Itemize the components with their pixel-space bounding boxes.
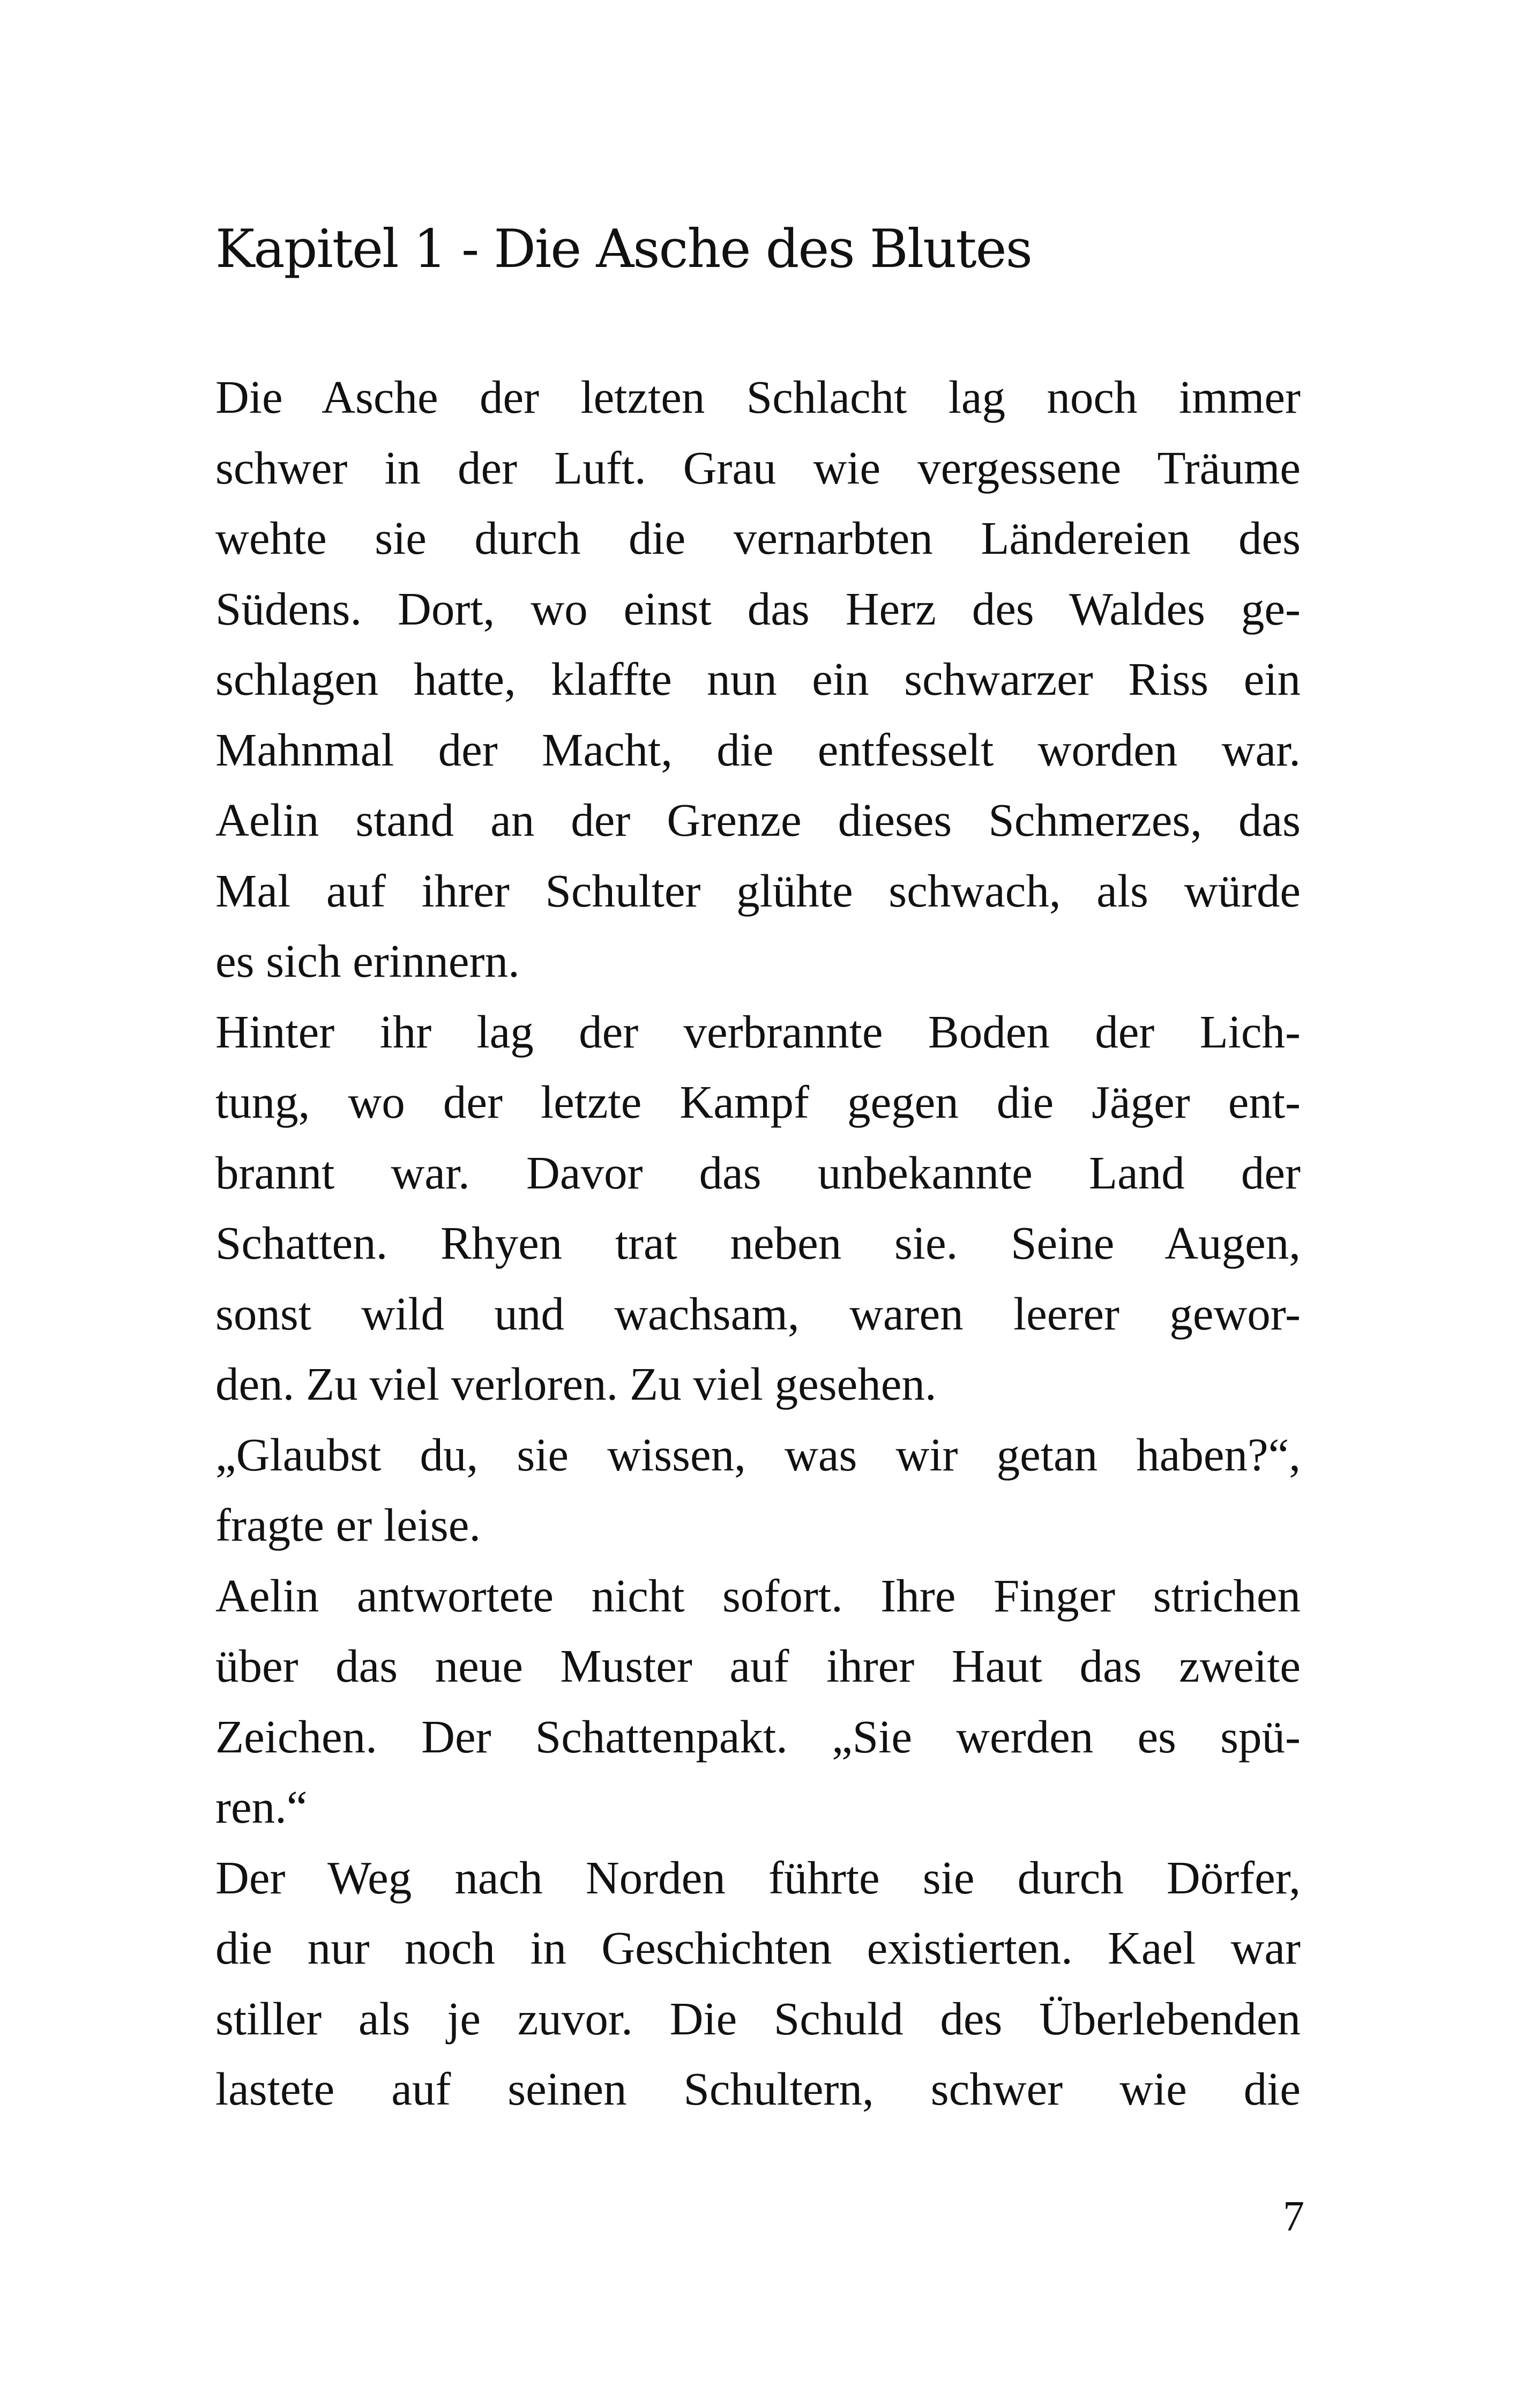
page-number: 7 — [1283, 2193, 1304, 2240]
text-line: über das neue Muster auf ihrer Haut das zweite — [215, 1640, 1301, 1692]
text-line: es sich erinnern. — [215, 935, 520, 987]
text-line: Aelin stand an der Grenze dieses Schmerzes, das — [215, 794, 1301, 846]
text-line: Hinter ihr lag der verbrannte Boden der Lich- — [215, 1005, 1301, 1058]
text-line: fragte er leise. — [215, 1499, 481, 1551]
chapter-body-text — [215, 362, 1301, 2124]
text-line: den. Zu viel verloren. Zu viel gesehen. — [215, 1358, 937, 1410]
text-line: Mahnmal der Macht, die entfesselt worden war. — [215, 723, 1301, 776]
text-line: stiller als je zuvor. Die Schuld des Überlebenden — [215, 1992, 1301, 2045]
text-line: ren.“ — [215, 1781, 308, 1833]
text-line: wehte sie durch die vernarbten Ländereien des — [215, 512, 1301, 564]
text-line: schwer in der Luft. Grau wie vergessene Träume — [215, 441, 1301, 494]
text-line: Südens. Dort, wo einst das Herz des Waldes ge- — [215, 582, 1301, 635]
text-line: Mal auf ihrer Schulter glühte schwach, als würde — [215, 864, 1301, 917]
text-line: sonst wild und wachsam, waren leerer gewor- — [215, 1287, 1301, 1340]
text-line: Schatten. Rhyen trat neben sie. Seine Augen, — [215, 1217, 1301, 1269]
text-line: Die Asche der letzten Schlacht lag noch immer — [215, 371, 1301, 423]
text-line: brannt war. Davor das unbekannte Land der — [215, 1146, 1301, 1199]
text-line: die nur noch in Geschichten existierten. Kael war — [215, 1922, 1301, 1974]
text-line: Aelin antwortete nicht sofort. Ihre Finger strichen — [215, 1569, 1301, 1622]
chapter-title: Kapitel 1 - Die Asche des Blutes — [215, 219, 1032, 280]
text-line: Der Weg nach Norden führte sie durch Dörfer, — [215, 1851, 1301, 1904]
text-line: „Glaubst du, sie wissen, was wir getan haben?“, — [215, 1428, 1301, 1481]
text-line: Zeichen. Der Schattenpakt. „Sie werden es spü- — [215, 1710, 1301, 1763]
text-line: schlagen hatte, klaffte nun ein schwarzer Riss ein — [215, 653, 1301, 705]
text-line: lastete auf seinen Schultern, schwer wie die — [215, 2063, 1301, 2115]
text-line: tung, wo der letzte Kampf gegen die Jäger ent- — [215, 1076, 1301, 1128]
